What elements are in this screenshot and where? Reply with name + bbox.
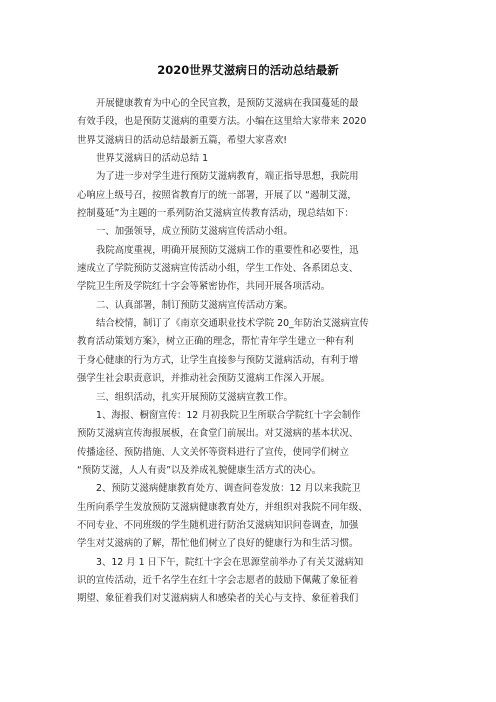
- body-line: 控制蔓延”为主题的一系列防治艾滋病宣传教育活动，现总结如下：: [77, 208, 354, 220]
- body-line: 期望、象征着我们对艾滋病病人和感染者的关心与支持、象征着我们: [77, 593, 359, 605]
- document-title: 2020世界艾滋病日的活动总结最新: [157, 63, 339, 77]
- section-heading: 世界艾滋病日的活动总结 1: [96, 153, 209, 165]
- body-line: 1、海报、橱窗宣传：12 月初我院卫生所联合学院红十字会制作: [96, 409, 361, 421]
- body-line: 世界艾滋病日的活动总结最新五篇，希望大家喜欢!: [77, 134, 288, 146]
- body-line: 学生对艾滋病的了解，帮忙他们树立了良好的健康行为和生活习惯。: [77, 538, 359, 550]
- document-body: [77, 95, 423, 609]
- body-line: 开展健康教育为中心的全民宣教，是预防艾滋病在我国蔓延的最: [96, 98, 359, 109]
- body-line: 结合校情，制订了《南京交通职业技术学院 20_年防治艾滋病宣传: [96, 318, 369, 330]
- body-line: 心响应上级号召，按照省教育厅的统一部署，开展了以 “遏制艾滋，: [77, 189, 357, 201]
- body-line: 不同专业、不同班级的学生随机进行防治艾滋病知识问卷调查，加强: [77, 519, 359, 531]
- body-line: “预防艾滋，人人有责”以及养成礼貌健康生活方式的决心。: [77, 464, 322, 476]
- body-line: 我院高度重视，明确开展预防艾滋病工作的重要性和必要性，迅: [96, 244, 359, 256]
- body-line: 识的宣传活动，近千名学生在红十字会志愿者的鼓励下佩戴了象征着: [77, 574, 359, 586]
- section-heading: 二、认真部署，制订预防艾滋病宣传活动方案。: [96, 299, 293, 311]
- body-line: 学院卫生所及学院红十字会等紧密协作，共同开展各项活动。: [77, 281, 331, 293]
- section-heading: 三、组织活动，扎实开展预防艾滋病宣教工作。: [96, 391, 293, 403]
- section-heading: 一、加强领导，成立预防艾滋病宣传活动小组。: [96, 226, 293, 238]
- body-line: 速成立了学院预防艾滋病宣传活动小组，学生工作处、各系团总支、: [77, 263, 359, 275]
- body-line: 预防艾滋病宣传海报展板，在食堂门前展出。对艾滋病的基本状况、: [77, 428, 359, 440]
- body-line: 有效手段，也是预防艾滋病的重要方法。小编在这里给大家带来 2020: [77, 116, 367, 128]
- body-line: 教育活动策划方案》，树立正确的理念，帮忙青年学生建立一种有利: [77, 336, 354, 348]
- body-line: 强学生社会职责意识，并推动社会预防艾滋病工作深入开展。: [77, 373, 331, 385]
- body-line: 生所向系学生发放预防艾滋病健康教育处方，并组织对我院不同年级、: [77, 501, 368, 513]
- body-line: 为了进一步对学生进行预防艾滋病教育，端正指导思想，我院用: [96, 171, 359, 183]
- body-line: 传播途径、预防措施、人文关怀等资料进行了宣传，使同学们树立: [77, 446, 349, 458]
- body-line: 3、12 月 1 日下午，院红十字会在思源堂前举办了有关艾滋病知: [96, 556, 364, 568]
- body-line: 于身心健康的行为方式，让学生直接参与预防艾滋病活动，有利于增: [77, 354, 359, 366]
- body-line: 2、预防艾滋病健康教育处方、调查问卷发放：12 月以来我院卫: [96, 483, 361, 495]
